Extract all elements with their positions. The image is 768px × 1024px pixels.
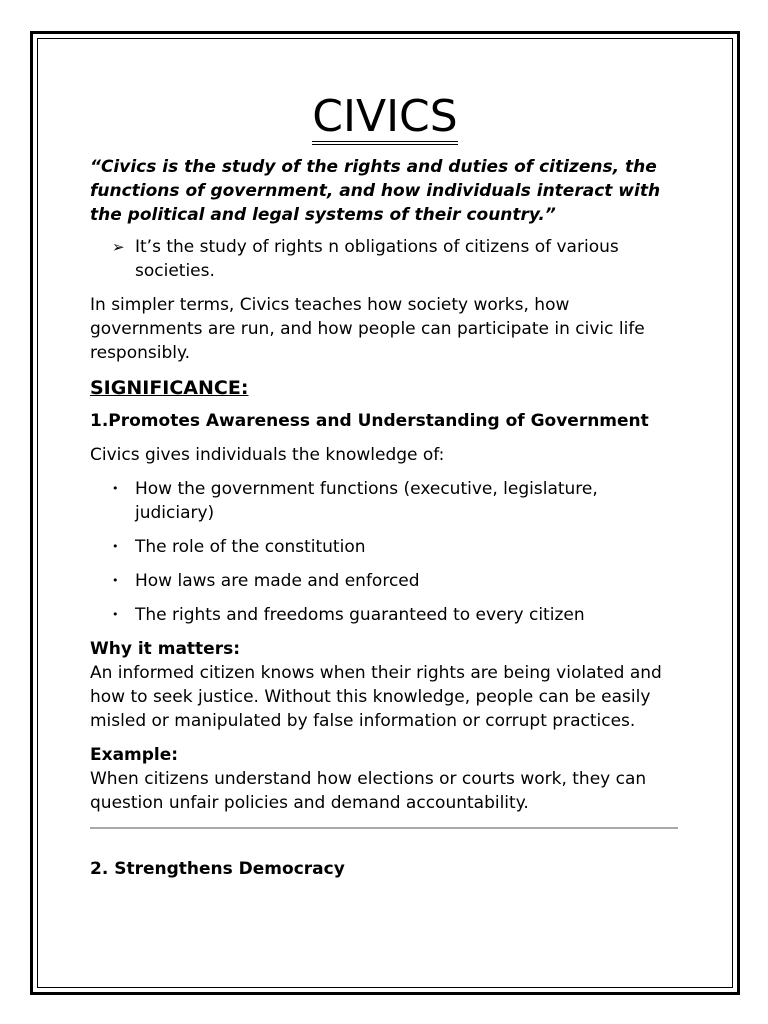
list-item: [112, 535, 680, 559]
list-item: [112, 477, 680, 525]
arrow-list-item-text: It’s the study of rights n obligations of citizens of various societies.: [135, 237, 619, 281]
point1-heading: 1.Promotes Awareness and Understanding of Government: [90, 411, 649, 431]
point2-heading: 2. Strengthens Democracy: [90, 859, 345, 879]
example-section: [90, 743, 680, 815]
bullet-icon: •: [112, 482, 119, 495]
bullet-icon: •: [112, 574, 119, 587]
section-divider: [90, 827, 678, 829]
bullet-icon: •: [112, 608, 119, 621]
why-it-matters-label: Why it matters:: [90, 639, 240, 659]
page-title: [90, 90, 680, 145]
document-body: [90, 90, 680, 891]
list-item: [112, 603, 680, 627]
list-item-text: How the government functions (executive, legislature, judiciary): [135, 479, 598, 523]
significance-heading: SIGNIFICANCE:: [90, 377, 249, 399]
definition-quote: “Civics is the study of the rights and duties of citizens, the functions of government, and how individuals interact with the political and legal systems of their country.”: [90, 157, 661, 225]
why-it-matters-section: [90, 637, 680, 733]
arrow-list: [90, 235, 680, 283]
knowledge-intro: Civics gives individuals the knowledge of:: [90, 445, 445, 465]
arrow-bullet-icon: ➢: [112, 238, 125, 256]
example-label: Example:: [90, 745, 179, 765]
list-item-text: The role of the constitution: [135, 537, 366, 557]
arrow-list-item: [112, 235, 680, 283]
knowledge-list: [90, 477, 680, 627]
list-item-text: The rights and freedoms guaranteed to every citizen: [135, 605, 585, 625]
example-text: When citizens understand how elections or courts work, they can question unfair policies and demand accountability.: [90, 769, 647, 813]
why-it-matters-text: An informed citizen knows when their rights are being violated and how to seek justice. Without this knowledge, people can be easily misled or manipulated by false information or corrupt practices.: [90, 663, 662, 731]
list-item-text: How laws are made and enforced: [135, 571, 420, 591]
list-item: [112, 569, 680, 593]
page-title-text: CIVICS: [312, 93, 457, 145]
simpler-terms-paragraph: In simpler terms, Civics teaches how society works, how governments are run, and how people can participate in civic life responsibly.: [90, 295, 645, 363]
bullet-icon: •: [112, 540, 119, 553]
